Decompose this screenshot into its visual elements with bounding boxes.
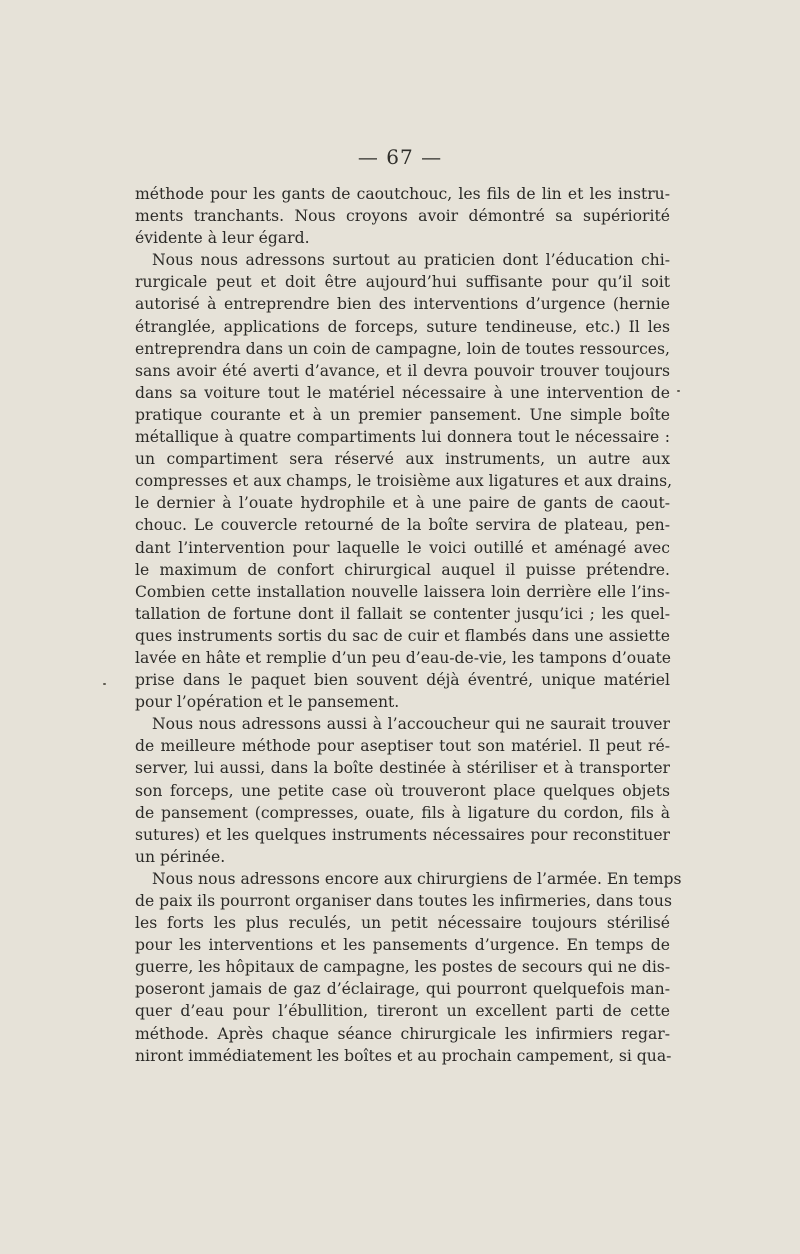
text-line: rurgicale peut et doit être aujourd’hui suffisante pour qu’il soit: [135, 273, 670, 292]
text-line: quer d’eau pour l’ébullition, tireront un excellent parti de cette: [135, 1002, 670, 1021]
text-line: évidente à leur égard.: [135, 229, 310, 248]
text-line: sutures) et les quelques instruments nécessaires pour reconstituer: [135, 825, 670, 844]
text-line: niront immédiatement les boîtes et au prochain campement, si qua-: [135, 1046, 672, 1065]
text-line: ques instruments sortis du sac de cuir et flambés dans une assiette: [135, 626, 670, 645]
text-line: Nous nous adressons aussi à l’accoucheur qui ne saurait trouver: [152, 715, 670, 734]
text-line: de pansement (compresses, ouate, fils à ligature du cordon, fils à: [135, 803, 670, 822]
text-line: ments tranchants. Nous croyons avoir démontré sa supériorité: [135, 207, 670, 226]
text-line: sans avoir été averti d’avance, et il devra pouvoir trouver toujours: [135, 361, 670, 380]
text-line: pratique courante et à un premier pansement. Une simple boîte: [135, 405, 670, 424]
text-line: un compartiment sera réservé aux instruments, un autre aux: [135, 450, 670, 469]
text-line: Combien cette installation nouvelle laissera loin derrière elle l’ins-: [135, 582, 670, 601]
text-line: le maximum de confort chirurgical auquel il puisse prétendre.: [135, 560, 670, 579]
text-line: étranglée, applications de forceps, suture tendineuse, etc.) Il les: [135, 317, 670, 336]
text-line: un périnée.: [135, 847, 226, 866]
page-number: — 67 —: [357, 145, 443, 169]
text-line: de paix ils pourront organiser dans toutes les infirmeries, dans tous: [135, 892, 672, 910]
text-line: métallique à quatre compartiments lui donnera tout le nécessaire :: [135, 428, 670, 447]
text-line: dans sa voiture tout le matériel nécessaire à une intervention de: [135, 383, 670, 402]
text-line: tallation de fortune dont il fallait se contenter jusqu’ici ; les quel-: [135, 604, 670, 623]
text-line: entreprendra dans un coin de campagne, loin de toutes ressources,: [135, 339, 670, 358]
body-text: [135, 183, 682, 1067]
text-line: poseront jamais de gaz d’éclairage, qui pourront quelquefois man-: [135, 980, 670, 999]
text-line: server, lui aussi, dans la boîte destinée à stériliser et à transporter: [135, 759, 670, 778]
paper-speck: [677, 390, 680, 392]
text-line: méthode pour les gants de caoutchouc, les fils de lin et les instru-: [135, 185, 670, 203]
text-line: de meilleure méthode pour aseptiser tout son matériel. Il peut ré-: [135, 737, 670, 756]
text-line: pour les interventions et les pansements d’urgence. En temps de: [135, 936, 670, 955]
text-line: son forceps, une petite case où trouveront place quelques objets: [135, 781, 670, 800]
text-line: pour l’opération et le pansement.: [135, 693, 400, 712]
text-line: méthode. Après chaque séance chirurgicale les infirmiers regar-: [135, 1024, 670, 1043]
paper-speck: [103, 683, 106, 685]
text-line: dant l’intervention pour laquelle le voici outillé et aménagé avec: [135, 538, 670, 557]
text-line: Nous nous adressons encore aux chirurgiens de l’armée. En temps: [152, 869, 682, 888]
text-line: lavée en hâte et remplie d’un peu d’eau-de-vie, les tampons d’ouate: [135, 648, 672, 667]
text-line: les forts les plus reculés, un petit nécessaire toujours stérilisé: [135, 914, 670, 933]
text-line: chouc. Le couvercle retourné de la boîte servira de plateau, pen-: [135, 516, 670, 535]
text-line: autorisé à entreprendre bien des interventions d’urgence (hernie: [135, 295, 670, 314]
text-line: prise dans le paquet bien souvent déjà éventré, unique matériel: [135, 671, 670, 690]
text-line: compresses et aux champs, le troisième aux ligatures et aux drains,: [135, 472, 673, 491]
text-line: le dernier à l’ouate hydrophile et à une paire de gants de caout-: [135, 494, 670, 513]
text-line: guerre, les hôpitaux de campagne, les postes de secours qui ne dis-: [135, 958, 671, 977]
text-line: Nous nous adressons surtout au praticien dont l’éducation chi-: [152, 251, 670, 270]
